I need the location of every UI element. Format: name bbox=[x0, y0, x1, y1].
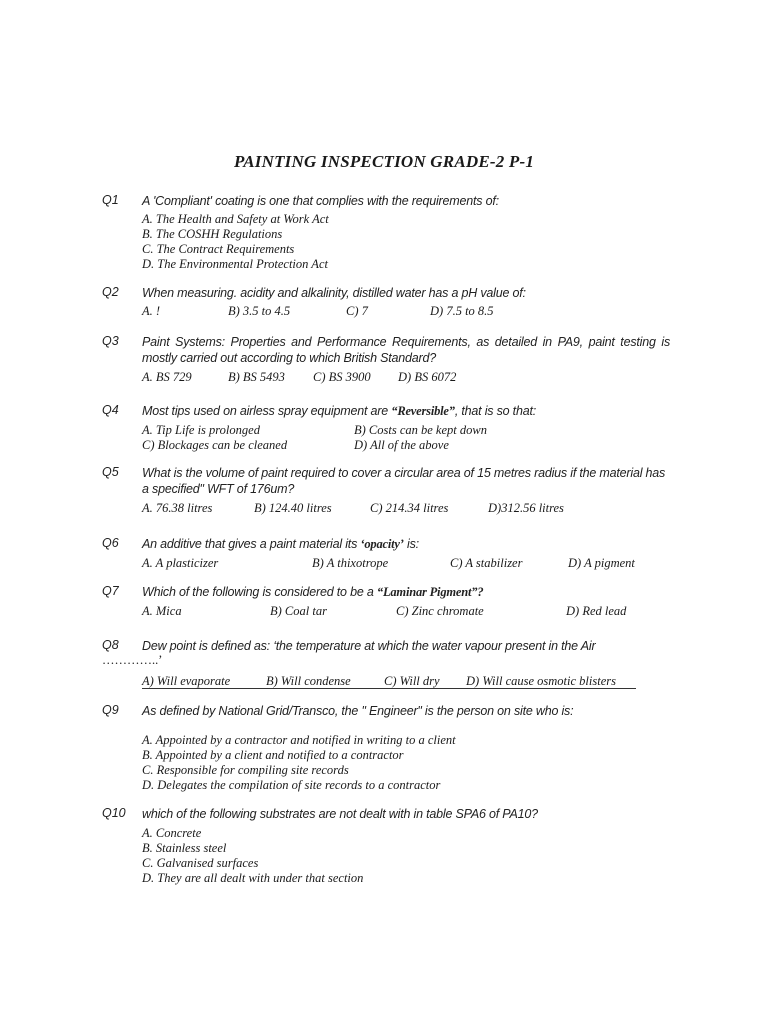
question-number: Q9 bbox=[102, 703, 119, 717]
option-list bbox=[142, 212, 329, 272]
option-c: C. The Contract Requirements bbox=[142, 242, 295, 256]
option-a: A. Tip Life is prolonged bbox=[142, 423, 260, 437]
question-number: Q8 bbox=[102, 638, 119, 652]
question-number: Q4 bbox=[102, 403, 119, 417]
option-d: D) A pigment bbox=[568, 556, 635, 570]
option-d: D)312.56 litres bbox=[488, 501, 564, 515]
option-c: C) 214.34 litres bbox=[370, 501, 449, 515]
option-b: B) 3.5 to 4.5 bbox=[228, 304, 291, 318]
option-c: C) A stabilizer bbox=[450, 556, 523, 570]
option-b: B) 124.40 litres bbox=[254, 501, 332, 515]
option-c: C) 7 bbox=[346, 304, 368, 318]
question-text-pre: An additive that gives a paint material its bbox=[142, 537, 361, 551]
option-b: B. Stainless steel bbox=[142, 841, 227, 855]
option-b: B) Costs can be kept down bbox=[354, 423, 487, 437]
question-number: Q3 bbox=[102, 334, 119, 348]
option-d: D) Will cause osmotic blisters bbox=[466, 674, 616, 688]
question-text: A 'Compliant' coating is one that complies with the requirements of: bbox=[142, 194, 499, 208]
option-a: A. 76.38 litres bbox=[142, 501, 213, 515]
question-text bbox=[142, 584, 670, 600]
question-text-emphasis: “Laminar Pigment”? bbox=[376, 585, 484, 599]
option-c: C) Zinc chromate bbox=[396, 604, 484, 618]
question-text-post: is: bbox=[403, 537, 419, 551]
question-text-pre: Which of the following is considered to be a bbox=[142, 585, 377, 599]
option-d: D) Red lead bbox=[566, 604, 627, 618]
question-text: which of the following substrates are not dealt with in table SPA6 of PA10? bbox=[142, 807, 538, 821]
question-number: Q1 bbox=[102, 193, 119, 207]
option-d: D. The Environmental Protection Act bbox=[142, 257, 328, 271]
option-b: B) Coal tar bbox=[270, 604, 327, 618]
option-a: A. Mica bbox=[142, 604, 182, 618]
option-a: A. Appointed by a contractor and notified in writing to a client bbox=[142, 733, 456, 747]
question-text-pre: Most tips used on airless spray equipment are bbox=[142, 404, 392, 418]
option-a: A) Will evaporate bbox=[142, 674, 231, 688]
question-text: Dew point is defined as: ‘the temperature at which the water vapour present in the Air bbox=[142, 639, 596, 653]
option-a: A. BS 729 bbox=[142, 370, 192, 384]
option-b: B) Will condense bbox=[266, 674, 351, 688]
question-text bbox=[142, 403, 670, 419]
option-c: C. Galvanised surfaces bbox=[142, 856, 259, 870]
option-a: A. ! bbox=[142, 304, 161, 318]
option-d: D) 7.5 to 8.5 bbox=[430, 304, 494, 318]
option-list bbox=[142, 826, 363, 886]
question-number: Q2 bbox=[102, 285, 119, 299]
option-a: A. Concrete bbox=[142, 826, 202, 840]
option-a: A. A plasticizer bbox=[142, 556, 219, 570]
question-text: When measuring. acidity and alkalinity, distilled water has a pH value of: bbox=[142, 286, 526, 300]
question-text: What is the volume of paint required to cover a circular area of 15 metres radius if the material has a specified" WFT of 176um? bbox=[142, 466, 666, 496]
option-c: C) Blockages can be cleaned bbox=[142, 438, 288, 452]
question-number: Q7 bbox=[102, 584, 119, 598]
question-text-emphasis: ‘opacity’ bbox=[360, 537, 404, 551]
option-c: C) Will dry bbox=[384, 674, 440, 688]
question-text bbox=[142, 536, 670, 552]
option-d: D. They are all dealt with under that section bbox=[142, 871, 364, 885]
question-text-post: , that is so that: bbox=[454, 404, 536, 418]
question-number: Q6 bbox=[102, 536, 119, 550]
option-list bbox=[142, 733, 456, 793]
option-c: C. Responsible for compiling site records bbox=[142, 763, 349, 777]
question-text-continuation: …………..’ bbox=[102, 653, 163, 667]
option-d: D. Delegates the compilation of site records to a contractor bbox=[142, 778, 441, 792]
question-text: As defined by National Grid/Transco, the " Engineer" is the person on site who is: bbox=[142, 704, 574, 718]
question-text: Paint Systems: Properties and Performance Requirements, as detailed in PA9, paint testing is mostly carried out according to which British Standard? bbox=[142, 335, 670, 365]
option-b: B. The COSHH Regulations bbox=[142, 227, 283, 241]
option-b: B) BS 5493 bbox=[228, 370, 285, 384]
page-title: PAINTING INSPECTION GRADE-2 P-1 bbox=[233, 152, 535, 171]
question-number: Q5 bbox=[102, 465, 119, 479]
option-b: B) A thixotrope bbox=[312, 556, 389, 570]
question-text-emphasis: “Reversible” bbox=[391, 404, 455, 418]
option-a: A. The Health and Safety at Work Act bbox=[142, 212, 329, 226]
question-number: Q10 bbox=[102, 806, 126, 820]
option-b: B. Appointed by a client and notified to a contractor bbox=[142, 748, 404, 762]
option-d: D) All of the above bbox=[354, 438, 449, 452]
option-c: C) BS 3900 bbox=[313, 370, 371, 384]
option-d: D) BS 6072 bbox=[398, 370, 457, 384]
